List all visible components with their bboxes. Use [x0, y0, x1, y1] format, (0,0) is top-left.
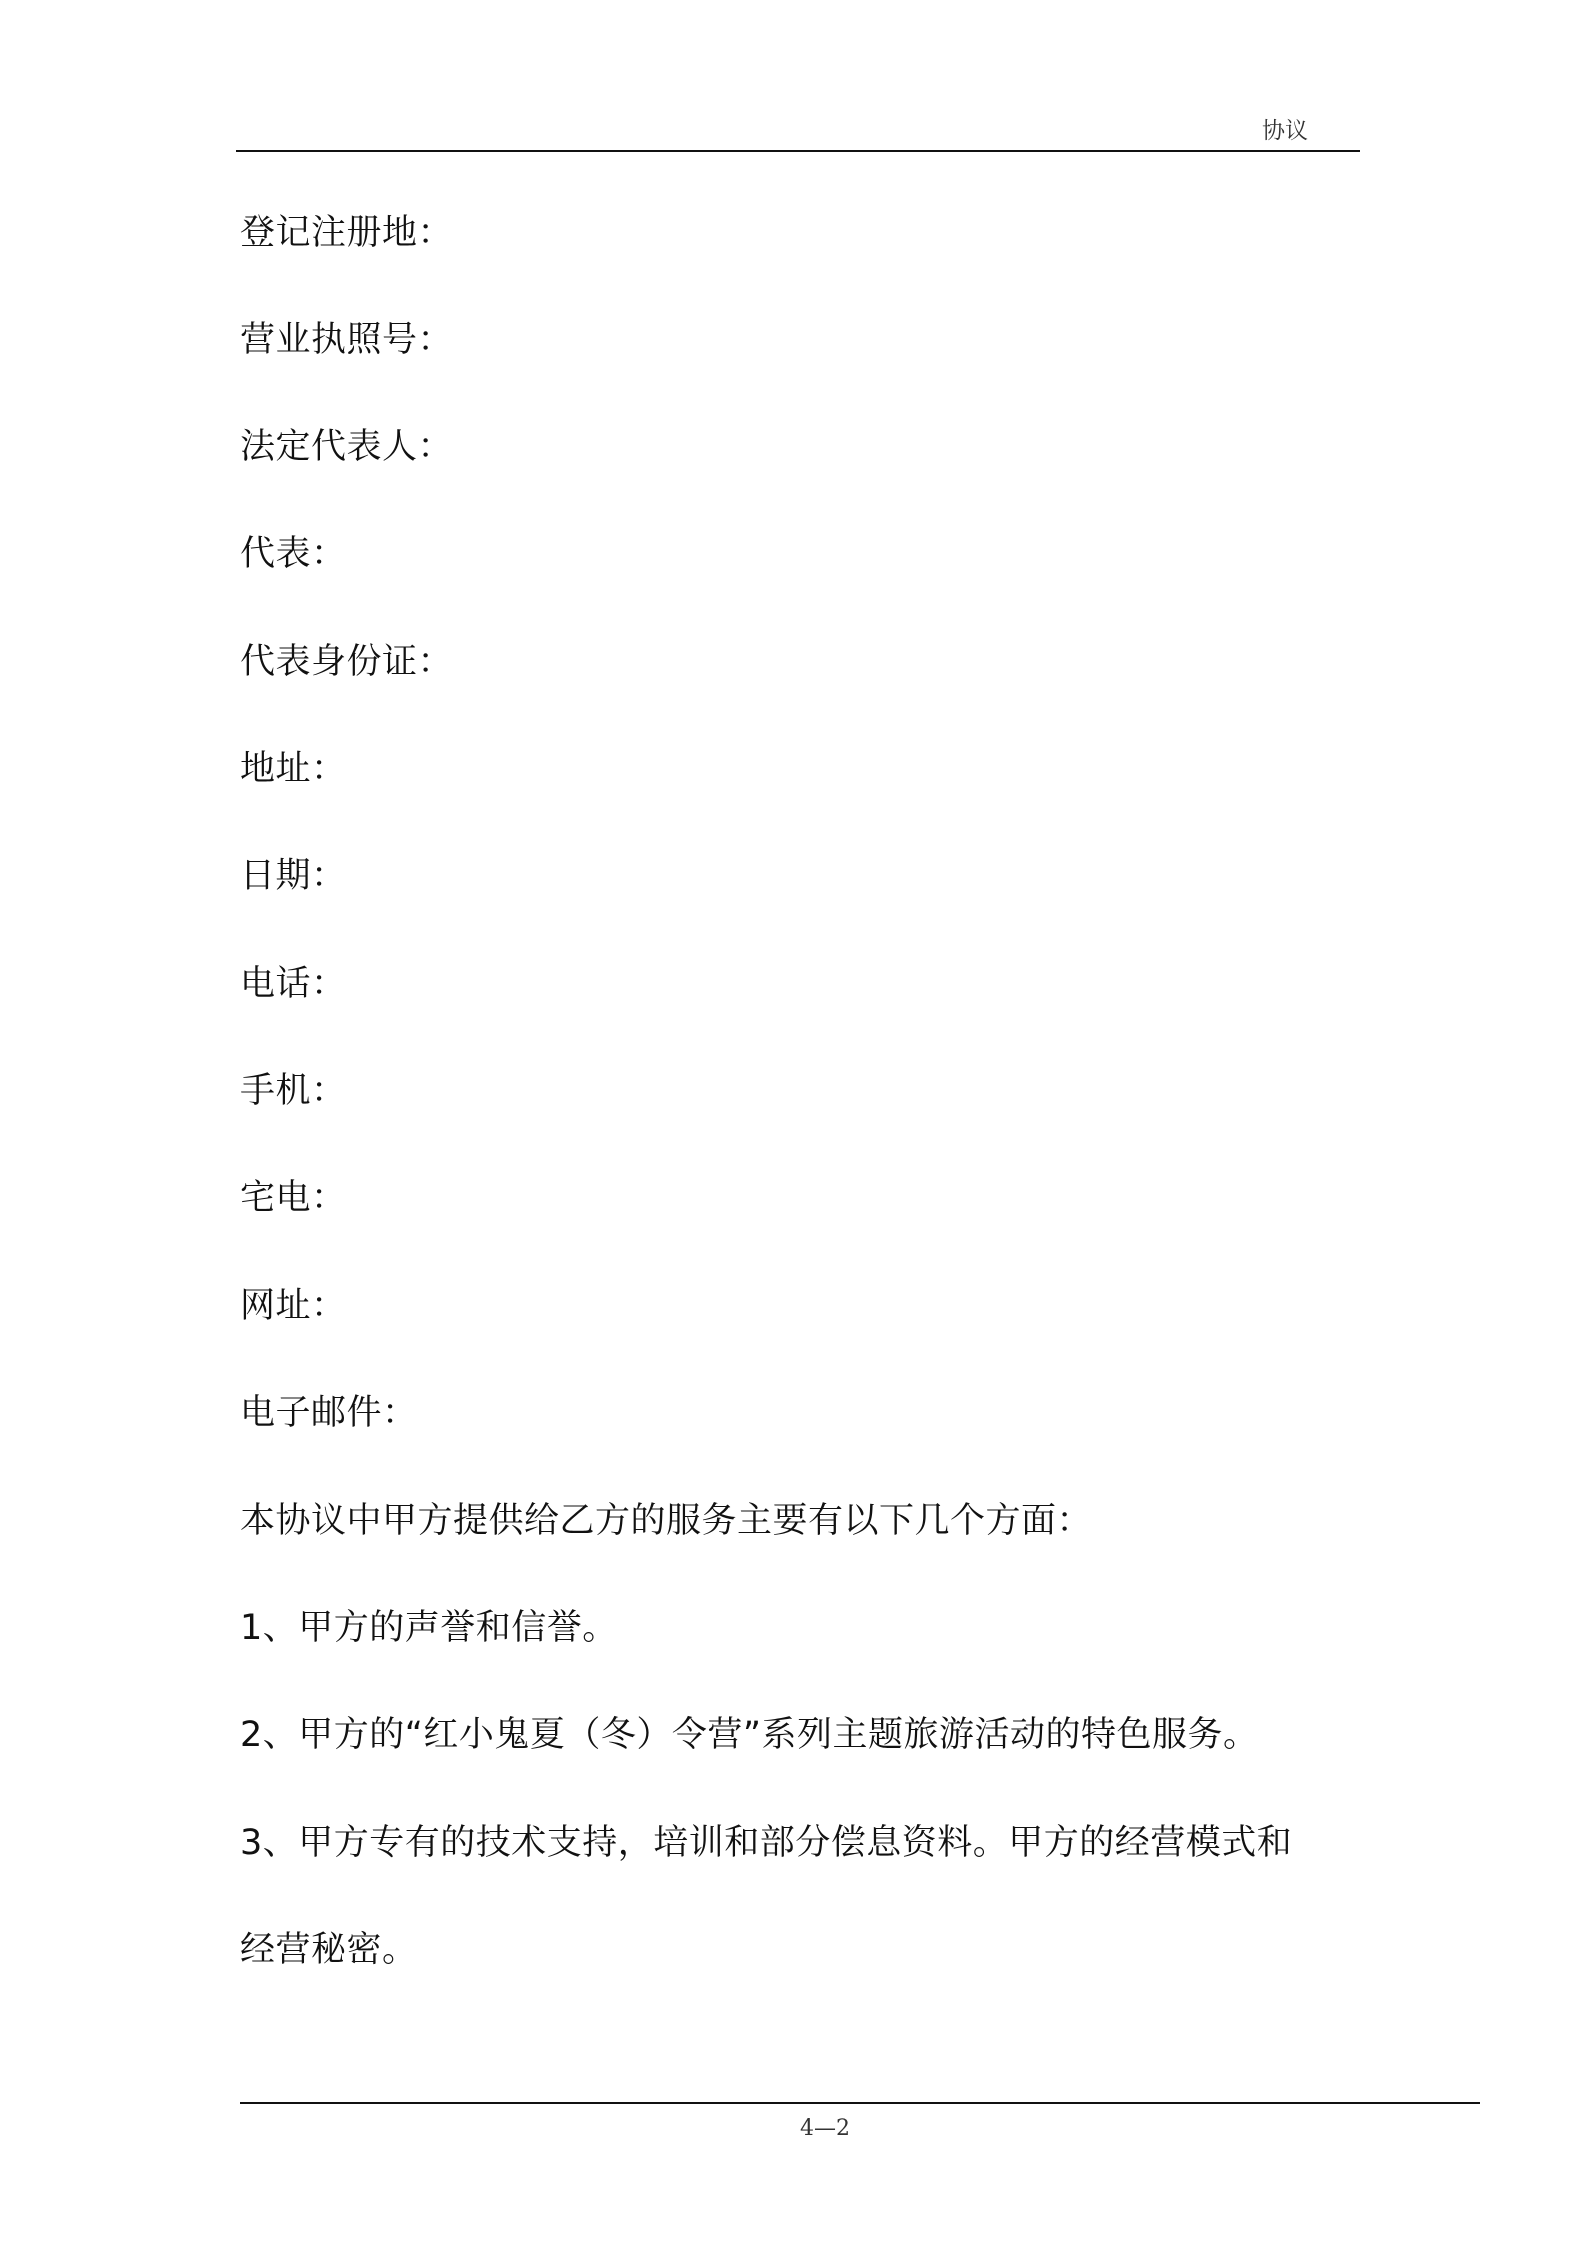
list-item: 3、甲方专有的技术支持，培训和部分偿息资料。甲方的经营模式和: [240, 1823, 1293, 1863]
page-number: 4—2: [800, 2116, 850, 2141]
intro-paragraph: 本协议中甲方提供给乙方的服务主要有以下几个方面：: [240, 1501, 1093, 1541]
field-legal-representative: 法定代表人：: [240, 427, 454, 467]
list-item: 2、甲方的“红小鬼夏（冬）令营”系列主题旅游活动的特色服务。: [240, 1715, 1259, 1755]
field-representative-id: 代表身份证：: [240, 642, 454, 682]
field-home-phone: 宅电：: [240, 1178, 347, 1218]
field-registration-place: 登记注册地：: [240, 213, 454, 253]
footer-divider: [240, 2102, 1480, 2104]
page-header: [236, 108, 1360, 152]
field-representative: 代表：: [240, 534, 347, 574]
list-item-continuation: 经营秘密。: [240, 1930, 418, 1970]
list-item: 1、甲方的声誉和信誉。: [240, 1608, 618, 1648]
field-address: 地址：: [240, 749, 347, 789]
field-phone: 电话：: [240, 964, 347, 1004]
field-date: 日期：: [240, 856, 347, 896]
field-business-license: 营业执照号：: [240, 320, 454, 360]
field-website: 网址：: [240, 1286, 347, 1326]
header-title: 协议: [1262, 118, 1308, 144]
field-email: 电子邮件：: [240, 1393, 418, 1433]
field-mobile: 手机：: [240, 1071, 347, 1111]
